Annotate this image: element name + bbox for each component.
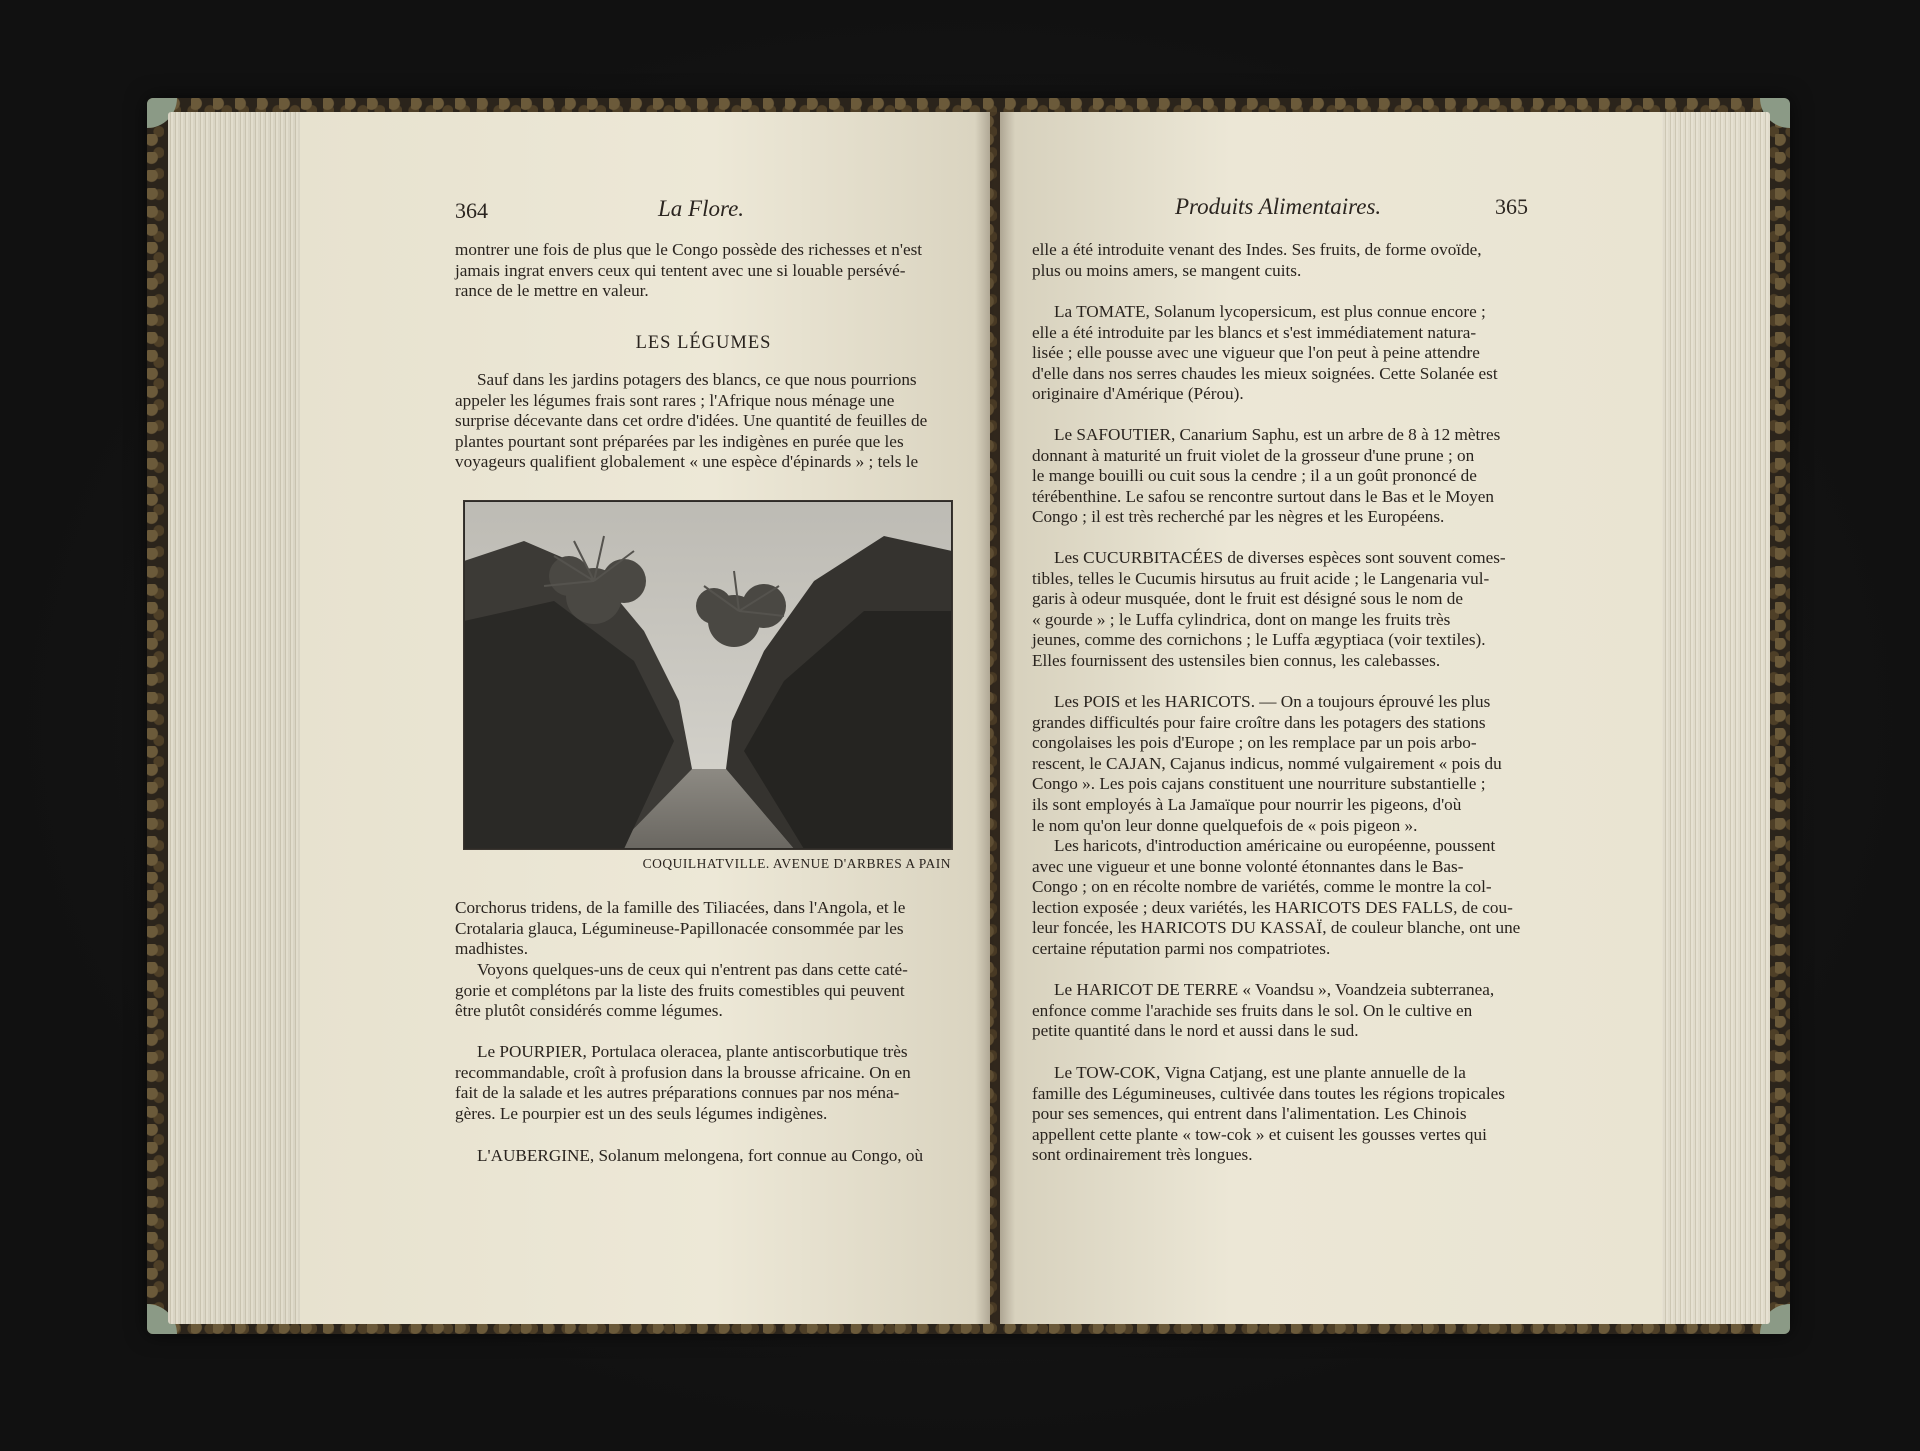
text-line: lection exposée ; deux variétés, les HARICOTS DES FALLS, de cou- [1032,897,1513,917]
text-line: ils sont employés à La Jamaïque pour nourrir les pigeons, d'où [1032,794,1462,814]
right-safoutier-paragraph [1032,425,1538,528]
text-line: Crotalaria glauca, Légumineuse-Papillonacée consommée par les [455,918,904,938]
right-opening-paragraph [1032,240,1538,281]
text-line: gorie et complétons par la liste des fruits comestibles qui peuvent [455,980,905,1000]
text-line: sont ordinairement très longues. [1032,1145,1253,1165]
text-line: elle a été introduite venant des Indes. Ses fruits, de forme ovoïde, [1032,240,1482,259]
text-line: pour ses semences, qui entrent dans l'alimentation. Les Chinois [1032,1104,1467,1124]
photo-illustration [464,501,952,849]
text-line: Corchorus tridens, de la famille des Tiliacées, dans l'Angola, et le [455,898,906,917]
text-line: d'elle dans nos serres chaudes les mieux soignées. Cette Solanée est [1032,363,1498,383]
text-line: le mange bouilli ou cuit sous la cendre ; il a un goût prononcé de [1032,466,1477,486]
left-voyons-paragraph [455,960,952,1022]
photo-caption: COQUILHATVILLE. AVENUE D'ARBRES A PAIN [642,856,951,871]
right-running-title: Produits Alimentaires. [1175,194,1382,219]
text-line: Congo ; il est très recherché par les nègres et les Européens. [1032,507,1445,527]
text-line: congolaises les pois d'Europe ; on les remplace par un pois arbo- [1032,733,1477,753]
text-line: gères. Le pourpier est un des seuls légumes indigènes. [455,1103,828,1123]
text-line: Congo ». Les pois cajans constituent une nourriture substantielle ; [1032,774,1486,794]
text-line: Les POIS et les HARICOTS. — On a toujours éprouvé les plus [1054,692,1491,711]
text-line: « gourde » ; le Luffa cylindrica, dont on mange les fruits très [1032,609,1451,629]
left-page-number: 364 [455,198,488,223]
text-line: plantes pourtant sont préparées par les indigènes en purée que les [455,431,904,451]
text-line: rance de le mettre en valeur. [455,281,649,301]
text-line: le nom qu'on leur donne quelquefois de « pois pigeon ». [1032,815,1418,835]
section-heading-legumes: LES LÉGUMES [635,333,772,353]
text-line: enfonce comme l'arachide ses fruits dans le sol. On le cultive en [1032,1000,1473,1020]
left-pourpier-paragraph [455,1042,952,1124]
left-opening-paragraph [455,240,952,302]
right-page-number: 365 [1495,194,1528,219]
photo-breadfruit-avenue [463,500,953,850]
text-line: certaine réputation parmi nos compatriotes. [1032,938,1331,958]
text-line: Le TOW-COK, Vigna Catjang, est une plante annuelle de la [1054,1063,1466,1082]
left-intro-paragraph [455,370,952,473]
right-haricots-paragraph [1032,836,1538,960]
text-line: jeunes, comme des cornichons ; le Luffa ægyptiaca (voir textiles). [1032,630,1486,650]
text-line: Le POURPIER, Portulaca oleracea, plante antiscorbutique très [477,1042,908,1061]
text-line: Elles fournissent des ustensiles bien connus, les calebasses. [1032,650,1441,670]
text-line: lisée ; elle pousse avec une vigueur que l'on peut à peine attendre [1032,343,1480,363]
left-running-title: La Flore. [658,196,745,221]
right-cucurbitacees-paragraph [1032,548,1538,672]
text-line: jamais ingrat envers ceux qui tentent avec une si louable persévé- [455,260,906,280]
text-line: appellent cette plante « tow-cok » et cuisent les gousses vertes qui [1032,1124,1487,1144]
text-line: garis à odeur musquée, dont le fruit est désigné sous le nom de [1032,589,1464,609]
text-line: recommandable, croît à profusion dans la brousse africaine. On en [455,1062,911,1082]
text-line: térébenthine. Le safou se rencontre surtout dans le Bas et le Moyen [1032,486,1494,506]
book-gutter [975,112,1015,1324]
text-line: voyageurs qualifient globalement « une espèce d'épinards » ; tels le [455,452,919,472]
text-line: petite quantité dans le nord et aussi dans le sud. [1032,1021,1359,1041]
left-after-photo-paragraph [455,898,952,960]
text-line: Voyons quelques-uns de ceux qui n'entrent pas dans cette caté- [477,960,908,979]
text-line: leur foncée, les HARICOTS DU KASSAÏ, de couleur blanche, ont une [1032,918,1521,938]
text-line: Sauf dans les jardins potagers des blancs, ce que nous pourrions [477,370,917,389]
text-line: fait de la salade et les autres préparations connues par nos ména- [455,1083,900,1103]
right-haricot-de-terre-paragraph [1032,980,1538,1042]
text-line: rescent, le CAJAN, Cajanus indicus, nommé vulgairement « pois du [1032,753,1502,773]
text-line: avec une vigueur et une bonne volonté étonnantes dans le Bas- [1032,856,1464,876]
right-tow-cok-paragraph [1032,1063,1538,1166]
right-tomate-paragraph [1032,302,1538,405]
text-line: donnant à maturité un fruit violet de la grosseur d'une prune ; on [1032,445,1475,465]
right-pois-paragraph [1032,692,1538,836]
text-line: plus ou moins amers, se mangent cuits. [1032,260,1302,280]
left-aubergine-line [455,1146,952,1167]
text-line: madhistes. [455,939,529,959]
text-line: Le HARICOT DE TERRE « Voandsu », Voandzeia subterranea, [1054,980,1495,999]
text-line: elle a été introduite par les blancs et s'est immédiatement natura- [1032,322,1477,342]
text-line: La TOMATE, Solanum lycopersicum, est plus connue encore ; [1054,302,1486,321]
text-line: Les haricots, d'introduction américaine ou européenne, poussent [1054,836,1496,855]
text-line: Congo ; on en récolte nombre de variétés, comme le montre la col- [1032,877,1492,897]
text-line: famille des Légumineuses, cultivée dans toutes les régions tropicales [1032,1083,1506,1103]
text-line: montrer une fois de plus que le Congo possède des richesses et n'est [455,240,923,259]
text-line: Les CUCURBITACÉES de diverses espèces sont souvent comes- [1054,548,1506,567]
text-line: tibles, telles le Cucumis hirsutus au fruit acide ; le Langenaria vul- [1032,568,1490,588]
text-line: originaire d'Amérique (Pérou). [1032,384,1244,404]
text-line: être plutôt considérés comme légumes. [455,1001,723,1021]
page-block-left [168,112,316,1324]
text-line: appeler les légumes frais sont rares ; l'Afrique nous ménage une [455,390,895,410]
text-line: Le SAFOUTIER, Canarium Saphu, est un arbre de 8 à 12 mètres [1054,425,1501,444]
text-line: L'AUBERGINE, Solanum melongena, fort connue au Congo, où [477,1146,924,1165]
text-line: grandes difficultés pour faire croître dans les potagers des stations [1032,712,1486,732]
text-line: surprise décevante dans cet ordre d'idées. Une quantité de feuilles de [455,411,928,431]
page-block-right [1658,112,1770,1324]
